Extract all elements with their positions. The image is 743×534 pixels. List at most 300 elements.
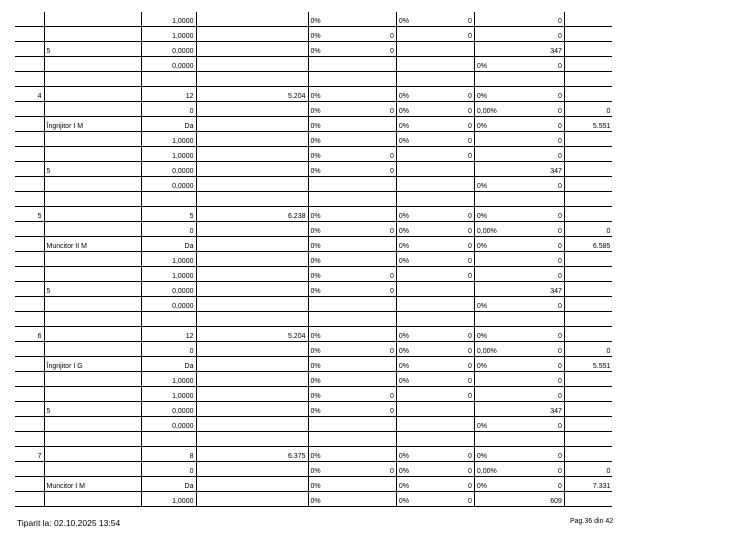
table-cell-c3 (196, 372, 308, 387)
table-body (15, 12, 612, 507)
table-cell-c10 (564, 162, 612, 177)
table-cell-c7: 0 (431, 387, 474, 402)
table-cell-c10 (564, 297, 612, 312)
table-cell-c6: 0% (396, 477, 431, 492)
table-cell-c2: 8 (141, 447, 196, 462)
table-cell-c6 (396, 177, 431, 192)
table-cell-c7: 0 (431, 267, 474, 282)
table-cell-c2: 0 (141, 462, 196, 477)
table-cell-c0: 7 (15, 447, 44, 462)
table-cell-c1 (44, 87, 141, 102)
table-cell-c8: 0% (474, 57, 519, 72)
table-cell-c0 (15, 57, 44, 72)
table-row (15, 417, 612, 432)
table-cell-c5 (388, 177, 396, 192)
table-cell-c2 (141, 72, 196, 87)
table-cell-c1 (44, 177, 141, 192)
table-cell-c7 (431, 297, 474, 312)
table-cell-c6 (396, 297, 431, 312)
table-cell-c4: 0% (308, 222, 388, 237)
table-cell-c2: 0,0000 (141, 177, 196, 192)
table-cell-c1 (44, 72, 141, 87)
table-cell-c4 (308, 57, 388, 72)
table-cell-c4 (308, 417, 388, 432)
table-cell-c5 (388, 312, 396, 327)
table-cell-c4: 0% (308, 492, 388, 507)
table-cell-c2: Da (141, 117, 196, 132)
table-cell-c8: 0% (474, 177, 519, 192)
table-cell-c4 (308, 177, 388, 192)
table-cell-c1 (44, 327, 141, 342)
table-row (15, 252, 612, 267)
table-cell-c8 (474, 372, 519, 387)
table-cell-c3 (196, 357, 308, 372)
table-cell-c2: 5 (141, 207, 196, 222)
table-cell-c7 (431, 432, 474, 447)
table-cell-c0 (15, 387, 44, 402)
table-cell-c9: 0 (519, 87, 564, 102)
table-cell-c3 (196, 267, 308, 282)
table-cell-c1 (44, 27, 141, 42)
table-cell-c2: 1,0000 (141, 267, 196, 282)
table-cell-c4: 0% (308, 42, 388, 57)
table-cell-c0 (15, 177, 44, 192)
table-cell-c0 (15, 222, 44, 237)
table-cell-c9: 609 (519, 492, 564, 507)
table-cell-c5 (388, 297, 396, 312)
table-cell-c5: 0 (388, 162, 396, 177)
table-row (15, 282, 612, 297)
table-cell-c7 (431, 177, 474, 192)
table-cell-c4: 0% (308, 27, 388, 42)
table-cell-c0 (15, 462, 44, 477)
table-cell-c6: 0% (396, 327, 431, 342)
table-cell-c2: 0 (141, 342, 196, 357)
table-cell-c5: 0 (388, 282, 396, 297)
table-cell-c5: 0 (388, 27, 396, 42)
table-cell-c3 (196, 177, 308, 192)
table-cell-c9 (519, 72, 564, 87)
table-cell-c4 (308, 312, 388, 327)
table-cell-c2: 0,0000 (141, 162, 196, 177)
table-cell-c10 (564, 432, 612, 447)
table-cell-c2 (141, 312, 196, 327)
table-cell-c7 (431, 42, 474, 57)
table-cell-c7: 0 (431, 372, 474, 387)
table-cell-c7: 0 (431, 462, 474, 477)
table-cell-c0 (15, 12, 44, 27)
table-cell-c1 (44, 12, 141, 27)
table-cell-c8 (474, 147, 519, 162)
table-cell-c1: Îngrijitor I G (44, 357, 141, 372)
table-cell-c3: 5.204 (196, 327, 308, 342)
table-cell-c5: 0 (388, 267, 396, 282)
table-cell-c1 (44, 342, 141, 357)
table-cell-c0 (15, 432, 44, 447)
table-cell-c10 (564, 147, 612, 162)
table-cell-c1 (44, 432, 141, 447)
table-row (15, 357, 612, 372)
table-cell-c6: 0% (396, 87, 431, 102)
table-cell-c3 (196, 27, 308, 42)
table-cell-c10: 5.551 (564, 117, 612, 132)
table-cell-c6: 0% (396, 207, 431, 222)
table-cell-c3 (196, 312, 308, 327)
table-cell-c6: 0% (396, 492, 431, 507)
table-cell-c8 (474, 27, 519, 42)
table-cell-c7: 0 (431, 237, 474, 252)
table-cell-c1 (44, 462, 141, 477)
table-cell-c1 (44, 267, 141, 282)
table-cell-c2: 0 (141, 102, 196, 117)
table-cell-c10 (564, 87, 612, 102)
table-cell-c4: 0% (308, 207, 388, 222)
table-cell-c10 (564, 282, 612, 297)
table-cell-c4: 0% (308, 327, 388, 342)
table-cell-c1 (44, 132, 141, 147)
table-cell-c3 (196, 402, 308, 417)
table-cell-c9: 0 (519, 372, 564, 387)
table-cell-c9: 0 (519, 267, 564, 282)
table-cell-c9: 0 (519, 387, 564, 402)
table-cell-c6 (396, 162, 431, 177)
table-cell-c4: 0% (308, 237, 388, 252)
page-number: Pag.36 din 42 (570, 518, 614, 525)
table-cell-c9: 0 (519, 102, 564, 117)
table-cell-c0: 5 (15, 207, 44, 222)
table-cell-c10 (564, 72, 612, 87)
table-cell-c3 (196, 387, 308, 402)
table-cell-c0 (15, 282, 44, 297)
table-row (15, 42, 612, 57)
table-cell-c0 (15, 192, 44, 207)
table-cell-c2: Da (141, 477, 196, 492)
table-cell-c8 (474, 132, 519, 147)
table-cell-c0 (15, 237, 44, 252)
table-cell-c0 (15, 477, 44, 492)
table-cell-c8: 0% (474, 297, 519, 312)
table-cell-c7: 0 (431, 132, 474, 147)
table-row (15, 237, 612, 252)
table-cell-c5 (388, 372, 396, 387)
table-cell-c6: 0% (396, 102, 431, 117)
table-cell-c6 (396, 72, 431, 87)
table-cell-c8: 0% (474, 87, 519, 102)
table-cell-c2: 0,0000 (141, 402, 196, 417)
table-cell-c8 (474, 402, 519, 417)
table-cell-c9: 347 (519, 402, 564, 417)
table-cell-c2: 0,0000 (141, 282, 196, 297)
table-cell-c5 (388, 492, 396, 507)
table-cell-c7 (431, 312, 474, 327)
table-cell-c8: 0% (474, 447, 519, 462)
table-row (15, 222, 612, 237)
table-cell-c4 (308, 192, 388, 207)
table-cell-c4: 0% (308, 267, 388, 282)
table-cell-c10 (564, 492, 612, 507)
table-cell-c7: 0 (431, 117, 474, 132)
table-cell-c8: 0,00% (474, 222, 519, 237)
table-cell-c7: 0 (431, 252, 474, 267)
table-cell-c2: Da (141, 237, 196, 252)
table-cell-c3 (196, 132, 308, 147)
table-cell-c5: 0 (388, 147, 396, 162)
table-cell-c5 (388, 117, 396, 132)
table-cell-c2: 1,0000 (141, 132, 196, 147)
table-cell-c1 (44, 417, 141, 432)
table-row (15, 432, 612, 447)
table-cell-c8: 0,00% (474, 102, 519, 117)
table-cell-c5: 0 (388, 387, 396, 402)
table-cell-c4: 0% (308, 282, 388, 297)
table-cell-c5 (388, 477, 396, 492)
table-cell-c8 (474, 192, 519, 207)
table-cell-c10 (564, 132, 612, 147)
table-cell-c4: 0% (308, 12, 388, 27)
table-cell-c5: 0 (388, 222, 396, 237)
table-cell-c1 (44, 312, 141, 327)
table-cell-c3 (196, 237, 308, 252)
table-row (15, 477, 612, 492)
table-cell-c2: 0,0000 (141, 297, 196, 312)
table-cell-c3 (196, 462, 308, 477)
table-cell-c10 (564, 12, 612, 27)
table-cell-c6: 0% (396, 222, 431, 237)
table-cell-c7: 0 (431, 327, 474, 342)
table-cell-c6: 0% (396, 12, 431, 27)
table-cell-c9: 0 (519, 477, 564, 492)
table-cell-c4: 0% (308, 147, 388, 162)
table-cell-c9: 0 (519, 177, 564, 192)
table-cell-c0 (15, 162, 44, 177)
table-cell-c1 (44, 492, 141, 507)
table-cell-c4 (308, 432, 388, 447)
table-cell-c8: 0% (474, 327, 519, 342)
table-cell-c8 (474, 72, 519, 87)
table-row (15, 387, 612, 402)
table-cell-c2: 0,0000 (141, 417, 196, 432)
table-cell-c9 (519, 192, 564, 207)
table-cell-c4 (308, 72, 388, 87)
table-cell-c5 (388, 87, 396, 102)
table-cell-c8: 0% (474, 207, 519, 222)
table-cell-c7 (431, 72, 474, 87)
table-cell-c4: 0% (308, 132, 388, 147)
table-cell-c10 (564, 177, 612, 192)
table-row (15, 462, 612, 477)
table-cell-c3 (196, 342, 308, 357)
print-timestamp: Tiparit la: 02.10.2025 13:54 (17, 518, 121, 528)
table-cell-c7: 0 (431, 492, 474, 507)
table-cell-c0 (15, 402, 44, 417)
table-cell-c4: 0% (308, 117, 388, 132)
table-cell-c9 (519, 312, 564, 327)
report-table (15, 12, 612, 507)
table-cell-c9: 0 (519, 12, 564, 27)
table-cell-c3: 5.204 (196, 87, 308, 102)
table-row (15, 312, 612, 327)
table-cell-c4: 0% (308, 252, 388, 267)
table-cell-c1: 5 (44, 402, 141, 417)
table-cell-c4: 0% (308, 477, 388, 492)
table-cell-c8 (474, 387, 519, 402)
table-cell-c8 (474, 42, 519, 57)
table-cell-c5 (388, 132, 396, 147)
table-cell-c8: 0,00% (474, 342, 519, 357)
table-cell-c10 (564, 417, 612, 432)
table-cell-c1: 5 (44, 42, 141, 57)
table-cell-c10: 0 (564, 222, 612, 237)
table-cell-c2: 1,0000 (141, 147, 196, 162)
table-cell-c6 (396, 267, 431, 282)
table-cell-c8 (474, 252, 519, 267)
table-cell-c7: 0 (431, 222, 474, 237)
table-cell-c1: 5 (44, 282, 141, 297)
table-cell-c8 (474, 282, 519, 297)
table-cell-c0 (15, 252, 44, 267)
table-cell-c2: 0,0000 (141, 57, 196, 72)
table-row (15, 27, 612, 42)
table-cell-c5: 0 (388, 402, 396, 417)
table-cell-c10 (564, 57, 612, 72)
table-cell-c0 (15, 342, 44, 357)
table-cell-c5 (388, 192, 396, 207)
table-cell-c0 (15, 417, 44, 432)
table-cell-c8: 0% (474, 237, 519, 252)
table-cell-c6 (396, 27, 431, 42)
table-cell-c6 (396, 432, 431, 447)
table-cell-c7: 0 (431, 147, 474, 162)
table-cell-c7: 0 (431, 102, 474, 117)
table-cell-c5 (388, 237, 396, 252)
table-cell-c2: 1,0000 (141, 387, 196, 402)
table-cell-c10 (564, 27, 612, 42)
table-cell-c7 (431, 417, 474, 432)
table-cell-c8: 0% (474, 417, 519, 432)
table-cell-c5 (388, 357, 396, 372)
table-cell-c6: 0% (396, 237, 431, 252)
table-cell-c3 (196, 162, 308, 177)
table-cell-c3 (196, 222, 308, 237)
table-cell-c5 (388, 12, 396, 27)
table-cell-c4 (308, 297, 388, 312)
table-cell-c9: 0 (519, 417, 564, 432)
table-cell-c0 (15, 372, 44, 387)
table-cell-c6 (396, 147, 431, 162)
table-cell-c4: 0% (308, 87, 388, 102)
table-cell-c3 (196, 282, 308, 297)
table-cell-c3 (196, 102, 308, 117)
table-cell-c6 (396, 192, 431, 207)
table-cell-c9: 0 (519, 132, 564, 147)
table-row (15, 297, 612, 312)
table-cell-c9: 0 (519, 342, 564, 357)
table-cell-c9: 0 (519, 117, 564, 132)
table-cell-c9: 0 (519, 357, 564, 372)
table-cell-c7: 0 (431, 12, 474, 27)
table-cell-c3 (196, 147, 308, 162)
table-cell-c8 (474, 12, 519, 27)
table-cell-c8: 0% (474, 117, 519, 132)
table-cell-c9: 0 (519, 27, 564, 42)
table-cell-c4: 0% (308, 102, 388, 117)
table-cell-c10: 0 (564, 342, 612, 357)
table-cell-c0 (15, 147, 44, 162)
table-cell-c0 (15, 312, 44, 327)
table-cell-c6 (396, 42, 431, 57)
table-cell-c3 (196, 417, 308, 432)
table-cell-c1 (44, 387, 141, 402)
table-cell-c8 (474, 432, 519, 447)
table-cell-c6: 0% (396, 447, 431, 462)
table-cell-c7: 0 (431, 447, 474, 462)
table-cell-c0: 4 (15, 87, 44, 102)
table-cell-c6: 0% (396, 372, 431, 387)
table-cell-c5 (388, 417, 396, 432)
table-cell-c2 (141, 432, 196, 447)
table-row (15, 177, 612, 192)
table-cell-c3 (196, 492, 308, 507)
table-cell-c1 (44, 297, 141, 312)
table-cell-c6: 0% (396, 132, 431, 147)
table-cell-c7 (431, 282, 474, 297)
table-cell-c5 (388, 207, 396, 222)
table-row (15, 492, 612, 507)
table-cell-c7: 0 (431, 342, 474, 357)
table-cell-c4: 0% (308, 447, 388, 462)
table-cell-c1 (44, 252, 141, 267)
table-cell-c10: 7.331 (564, 477, 612, 492)
table-cell-c6: 0% (396, 462, 431, 477)
table-cell-c0 (15, 357, 44, 372)
table-cell-c3 (196, 72, 308, 87)
table-cell-c7 (431, 192, 474, 207)
table-cell-c5 (388, 252, 396, 267)
table-cell-c9: 0 (519, 237, 564, 252)
table-cell-c10 (564, 312, 612, 327)
table-cell-c5 (388, 57, 396, 72)
table-cell-c1: 5 (44, 162, 141, 177)
table-cell-c4: 0% (308, 162, 388, 177)
table-cell-c0 (15, 267, 44, 282)
table-cell-c10 (564, 372, 612, 387)
table-cell-c0 (15, 42, 44, 57)
table-cell-c5: 0 (388, 342, 396, 357)
table-cell-c0 (15, 117, 44, 132)
table-cell-c10 (564, 42, 612, 57)
table-cell-c4: 0% (308, 462, 388, 477)
table-row (15, 147, 612, 162)
table-cell-c2 (141, 192, 196, 207)
table-cell-c4: 0% (308, 387, 388, 402)
table-row (15, 87, 612, 102)
table-cell-c2: 1,0000 (141, 252, 196, 267)
table-row (15, 12, 612, 27)
table-cell-c10 (564, 207, 612, 222)
table-cell-c10 (564, 192, 612, 207)
table-cell-c6 (396, 387, 431, 402)
table-cell-c6: 0% (396, 342, 431, 357)
table-cell-c8 (474, 267, 519, 282)
table-cell-c5 (388, 327, 396, 342)
table-cell-c2: 1,0000 (141, 372, 196, 387)
table-cell-c1: Îngrijitor I M (44, 117, 141, 132)
table-cell-c3 (196, 42, 308, 57)
table-cell-c9: 0 (519, 297, 564, 312)
table-cell-c6 (396, 402, 431, 417)
table-cell-c5: 0 (388, 462, 396, 477)
table-cell-c7 (431, 402, 474, 417)
